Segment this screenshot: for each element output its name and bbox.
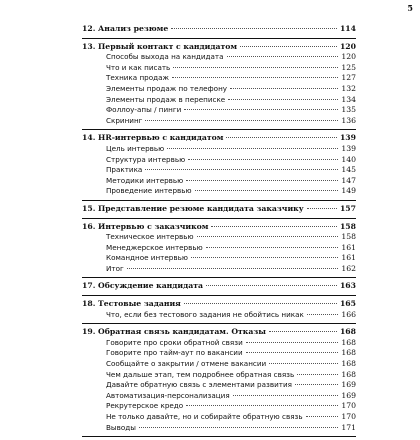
dot-leader — [230, 88, 338, 89]
toc-subitem-page: 170 — [341, 401, 356, 411]
toc-chapter[interactable] — [82, 204, 356, 215]
dot-leader — [211, 226, 336, 227]
toc-chapter-page: 168 — [339, 327, 356, 337]
toc-subitem-title: Итог — [106, 263, 124, 273]
toc-chapter-page: 165 — [339, 299, 356, 309]
toc-chapter[interactable] — [82, 299, 356, 310]
dot-leader — [184, 303, 337, 304]
toc-subitem-page: 169 — [341, 390, 356, 400]
toc-subitem[interactable] — [82, 253, 356, 264]
dot-leader — [206, 285, 337, 286]
dot-leader — [297, 374, 338, 375]
toc-subitem[interactable] — [82, 105, 356, 116]
toc-subitem-page: 166 — [341, 309, 356, 319]
toc-subitem[interactable] — [82, 243, 356, 254]
toc-subitem-page: 161 — [341, 242, 356, 252]
toc-subitem[interactable] — [82, 391, 356, 402]
toc-subitem-title: Сообщайте о закрытии / отмене вакансии — [106, 359, 267, 369]
toc-subitem-title: Скрининг — [106, 115, 143, 125]
toc-chapter-title: 18. Тестовые задания — [82, 299, 181, 309]
toc-subitem-title: Менеджерское интервью — [106, 242, 203, 252]
toc-subitem-page: 171 — [341, 422, 356, 432]
toc-chapter-page: 114 — [339, 24, 356, 33]
dot-leader — [246, 342, 339, 343]
toc-subitem[interactable] — [82, 370, 356, 381]
toc-subitem[interactable] — [82, 116, 356, 127]
toc-subitem-title: Что, если без тестового задания не обойтись никак — [106, 309, 304, 319]
toc-subitem-title: Автоматизация-персонализация — [106, 390, 230, 400]
toc-subitem-title: Практика — [106, 165, 143, 175]
toc-chapter[interactable] — [82, 281, 356, 292]
toc-subitem-title: Методики интервью — [106, 175, 184, 185]
toc-chapter-title: 14. HR-интервью с кандидатом — [82, 133, 224, 143]
toc-chapter-title: 12. Анализ резюме — [82, 24, 169, 33]
toc-subitem-page: 135 — [341, 105, 356, 115]
toc-subitem-title: Выводы — [106, 422, 136, 432]
dot-leader — [240, 46, 337, 47]
toc-subitem[interactable] — [82, 359, 356, 370]
toc-section — [82, 327, 356, 437]
toc-subitem[interactable] — [82, 412, 356, 423]
table-of-contents — [82, 24, 356, 440]
toc-section — [82, 299, 356, 324]
toc-chapter-title: 17. Обсуждение кандидата — [82, 281, 203, 291]
toc-subitem-page: 120 — [341, 52, 356, 62]
toc-subitem[interactable] — [82, 155, 356, 166]
toc-chapter[interactable] — [82, 327, 356, 338]
toc-section — [82, 281, 356, 296]
toc-subitem-title: Чем дальше этап, тем подробнее обратная связь — [106, 369, 295, 379]
dot-leader — [191, 257, 338, 258]
dot-leader — [186, 405, 338, 406]
toc-subitem-page: 132 — [341, 83, 356, 93]
dot-leader — [172, 77, 338, 78]
toc-chapter-page: 158 — [339, 221, 356, 231]
toc-subitem-title: Элементы продаж в переписке — [106, 94, 226, 104]
toc-subitem-title: Давайте обратную связь с элементами развития — [106, 380, 292, 390]
toc-subitem-title: Фоллоу-апы / пинги — [106, 105, 182, 115]
toc-subitem-title: Что и как писать — [106, 62, 171, 72]
toc-subitem-page: 134 — [341, 94, 356, 104]
dot-leader — [246, 352, 339, 353]
toc-subitem[interactable] — [82, 63, 356, 74]
dot-leader — [233, 395, 339, 396]
toc-subitem-title: Проведение интервью — [106, 186, 192, 196]
toc-chapter[interactable] — [82, 24, 356, 35]
toc-subitem[interactable] — [82, 73, 356, 84]
dot-leader — [307, 208, 337, 209]
toc-chapter[interactable] — [82, 222, 356, 233]
toc-subitem-page: 168 — [341, 359, 356, 369]
toc-chapter-title: 16. Интервью с заказчиком — [82, 221, 209, 231]
dot-leader — [307, 314, 338, 315]
toc-subitem-title: Элементы продаж по телефону — [106, 83, 228, 93]
toc-subitem[interactable] — [82, 380, 356, 391]
toc-subitem[interactable] — [82, 310, 356, 321]
dot-leader — [188, 159, 338, 160]
toc-subitem[interactable] — [82, 186, 356, 197]
toc-subitem-page: 125 — [341, 62, 356, 72]
dot-leader — [184, 109, 338, 110]
toc-subitem-page: 168 — [341, 369, 356, 379]
toc-chapter[interactable] — [82, 42, 356, 53]
toc-chapter[interactable] — [82, 133, 356, 144]
dot-leader — [167, 148, 338, 149]
dot-leader — [171, 28, 337, 29]
dot-leader — [227, 56, 339, 57]
toc-subitem[interactable] — [82, 232, 356, 243]
dot-leader — [139, 427, 338, 428]
toc-subitem-title: Цель интервью — [106, 143, 165, 153]
toc-section — [82, 42, 356, 131]
dot-leader — [145, 169, 338, 170]
toc-section — [82, 133, 356, 201]
toc-subitem-page: 139 — [341, 143, 356, 153]
toc-subitem-page: 158 — [341, 232, 356, 242]
toc-chapter-title: 19. Обратная связь кандидатам. Отказы — [82, 327, 266, 337]
dot-leader — [206, 247, 339, 248]
toc-subitem-page: 149 — [341, 186, 356, 196]
dot-leader — [127, 268, 339, 269]
toc-subitem[interactable] — [82, 338, 356, 349]
toc-subitem-page: 162 — [341, 263, 356, 273]
toc-subitem-page: 127 — [341, 73, 356, 83]
toc-subitem[interactable] — [82, 264, 356, 275]
toc-subitem[interactable] — [82, 176, 356, 187]
dot-leader — [306, 416, 339, 417]
toc-subitem-title: Не только давайте, но и собирайте обратную связь — [106, 412, 303, 421]
toc-subitem[interactable] — [82, 401, 356, 412]
toc-subitem-title: Рекрутерское кредо — [106, 401, 184, 411]
toc-subitem-title: Техническое интервью — [106, 232, 194, 242]
toc-chapter-title: 15. Представление резюме кандидата заказчику — [82, 203, 304, 213]
page-number: 5 — [407, 3, 413, 13]
toc-subitem-page: 145 — [341, 165, 356, 175]
toc-subitem-page: 140 — [341, 154, 356, 164]
toc-subitem[interactable] — [82, 84, 356, 95]
toc-subitem-page: 161 — [341, 253, 356, 263]
toc-subitem-title: Способы выхода на кандидата — [106, 52, 224, 62]
dot-leader — [195, 190, 339, 191]
toc-section — [82, 204, 356, 219]
toc-subitem[interactable] — [82, 348, 356, 359]
toc-subitem[interactable] — [82, 144, 356, 155]
dot-leader — [226, 137, 337, 138]
dot-leader — [186, 180, 338, 181]
toc-chapter-page: 163 — [339, 281, 356, 291]
toc-subitem[interactable] — [82, 52, 356, 63]
toc-chapter-title: 13. Первый контакт с кандидатом — [82, 41, 238, 51]
toc-subitem-title: Структура интервью — [106, 154, 186, 164]
toc-section — [82, 24, 356, 39]
toc-subitem-title: Говорите про сроки обратной связи — [106, 337, 243, 347]
toc-subitem-title: Говорите про тайм-аут по вакансии — [106, 348, 243, 358]
dot-leader — [269, 363, 338, 364]
toc-subitem[interactable] — [82, 95, 356, 106]
toc-subitem[interactable] — [82, 165, 356, 176]
toc-subitem-page: 170 — [341, 412, 356, 421]
toc-subitem-title: Командное интервью — [106, 253, 188, 263]
dot-leader — [269, 331, 337, 332]
dot-leader — [173, 67, 338, 68]
toc-chapter-page: 157 — [339, 203, 356, 213]
toc-chapter-page: 139 — [339, 133, 356, 143]
dot-leader — [295, 384, 338, 385]
toc-subitem-page: 168 — [341, 348, 356, 358]
toc-subitem-page: 147 — [341, 175, 356, 185]
dot-leader — [197, 236, 339, 237]
dot-leader — [228, 99, 338, 100]
toc-subitem-page: 136 — [341, 115, 356, 125]
toc-subitem-page: 169 — [341, 380, 356, 390]
toc-section — [82, 222, 356, 279]
toc-chapter-page: 120 — [339, 41, 356, 51]
dot-leader — [145, 120, 338, 121]
toc-subitem-page: 168 — [341, 337, 356, 347]
toc-subitem[interactable] — [82, 423, 356, 434]
toc-subitem-title: Техника продаж — [106, 73, 169, 83]
